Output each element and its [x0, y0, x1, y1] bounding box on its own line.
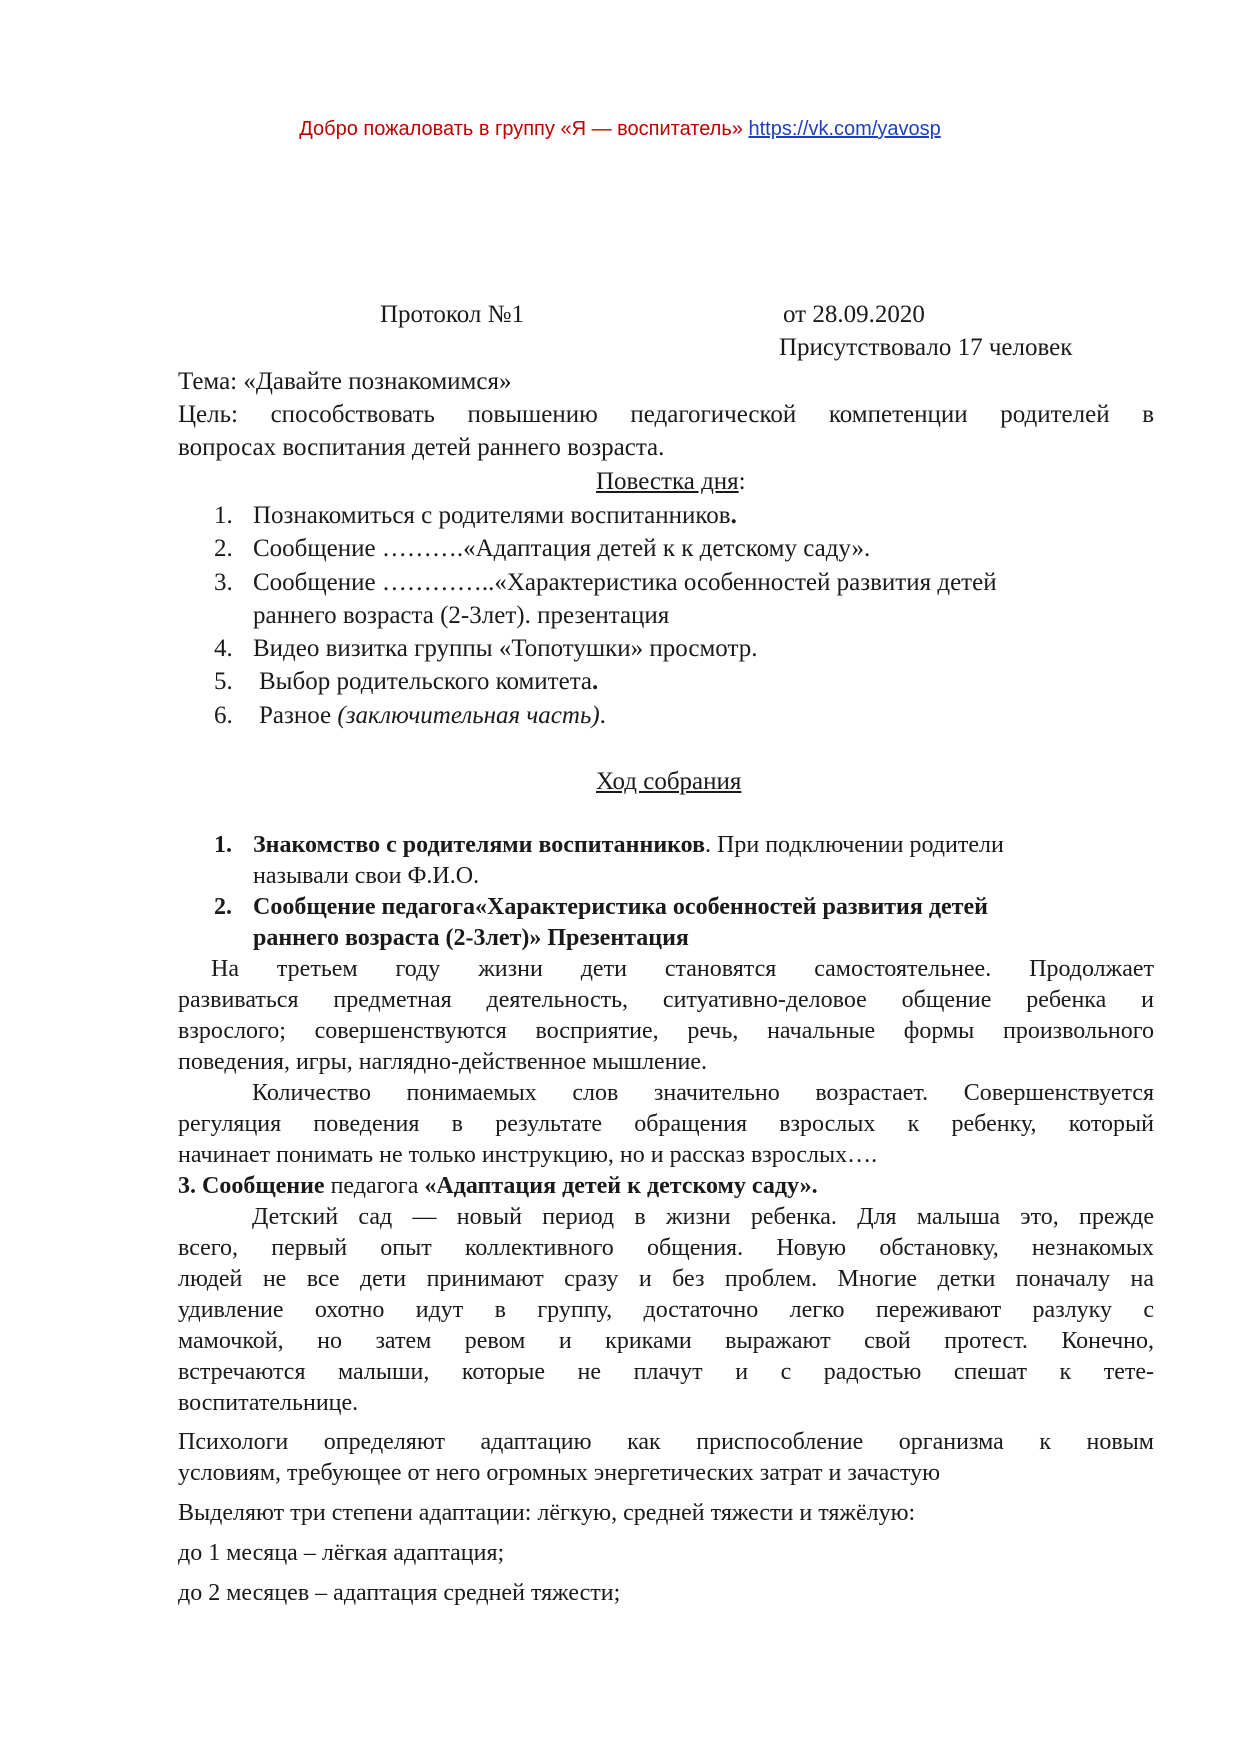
welcome-banner [0, 118, 1240, 141]
proceedings-title: Ход собрания [596, 768, 742, 795]
paragraph-medium: до 2 месяцев – адаптация средней тяжести; [178, 1580, 621, 1606]
banner-text: Добро пожаловать в группу «Я — воспитатель» [299, 118, 743, 140]
topic: Тема: «Давайте познакомимся» [178, 368, 512, 395]
section-3-heading: 3. Сообщение педагога «Адаптация детей к детскому саду». [178, 1173, 818, 1199]
attendance: Присутствовало 17 человек [779, 334, 1073, 361]
agenda-title: Повестка дня: [596, 468, 746, 495]
document-page: Добро пожаловать в группу «Я — воспитатель» https://vk.com/yavosp Протокол №1 от 28.09.2020 Присутствовало 17 человек Тема: «Давайте познакомимся» Цель: способствовать повышению педагогической компетенции родителей в вопросах воспитания детей раннего возраста. Повестка дня: 1. Познакомиться с родителями воспитанников. 2. Сообщение ……….«Адаптация детей к к детскому саду». 3. Сообщение …………..«Характеристика особенностей развития детей раннего возраста (2-3лет). презентация 4. Видео визитка группы «Топотушки» просмотр. 5. Выбор родительского комитета. 6. Разное (заключительная часть). Ход собрания 1. Знакомство с родителями воспитанников. При подключении родители называли свои Ф.И.О. 2. Сообщение педагога«Характеристика особенностей развития детей раннего возраста (2-3лет)» Презентация На третьем году жизни дети становятся самостоятельнее. Продолжает развиваться предметная деятельность, ситуативно-деловое общение ребенка и взрослого; совершенствуются восприятие, речь, начальные формы произвольного поведения, игры, наглядно-действенное мышление. Количество понимаемых слов значительно возрастает. Совершенствуется регуляция поведения в результате обращения взрослых к ребенку, который начинает понимать не только инструкцию, но и рассказ взрослых…. 3. Сообщение педагога «Адаптация детей к детскому саду». Детский сад — новый период в жизни ребенка. Для малыша это, прежде всего, первый опыт коллективного общения. Новую обстановку, незнакомых людей не все дети принимают сразу и без проблем. Многие детки поначалу на удивление охотно идут в группу, достаточно легко переживают разлуку с мамочкой, но затем ревом и криками выражают свой протест. Конечно, встречаются малыши, которые не плачут и с радостью спешат к тете- воспитательнице. Психологи определяют адаптацию как приспособление организма к новым условиям, требующее от него огромных энергетических затрат и зачастую Выделяют три степени адаптации: лёгкую, средней тяжести и тяжёлую: до 1 месяца – лёгкая адаптация; до 2 месяцев – адаптация средней тяжести; [0, 0, 1240, 1754]
goal-line-2: вопросах воспитания детей раннего возраста. [178, 434, 665, 461]
goal-line-1: Цель: способствовать повышению педагогической компетенции родителей в [178, 401, 1154, 428]
protocol-number: Протокол №1 [380, 301, 524, 328]
paragraph-degrees: Выделяют три степени адаптации: лёгкую, средней тяжести и тяжёлую: [178, 1500, 916, 1526]
paragraph-light: до 1 месяца – лёгкая адаптация; [178, 1540, 505, 1566]
protocol-date: от 28.09.2020 [783, 301, 925, 328]
banner-link[interactable]: https://vk.com/yavosp [748, 118, 941, 140]
